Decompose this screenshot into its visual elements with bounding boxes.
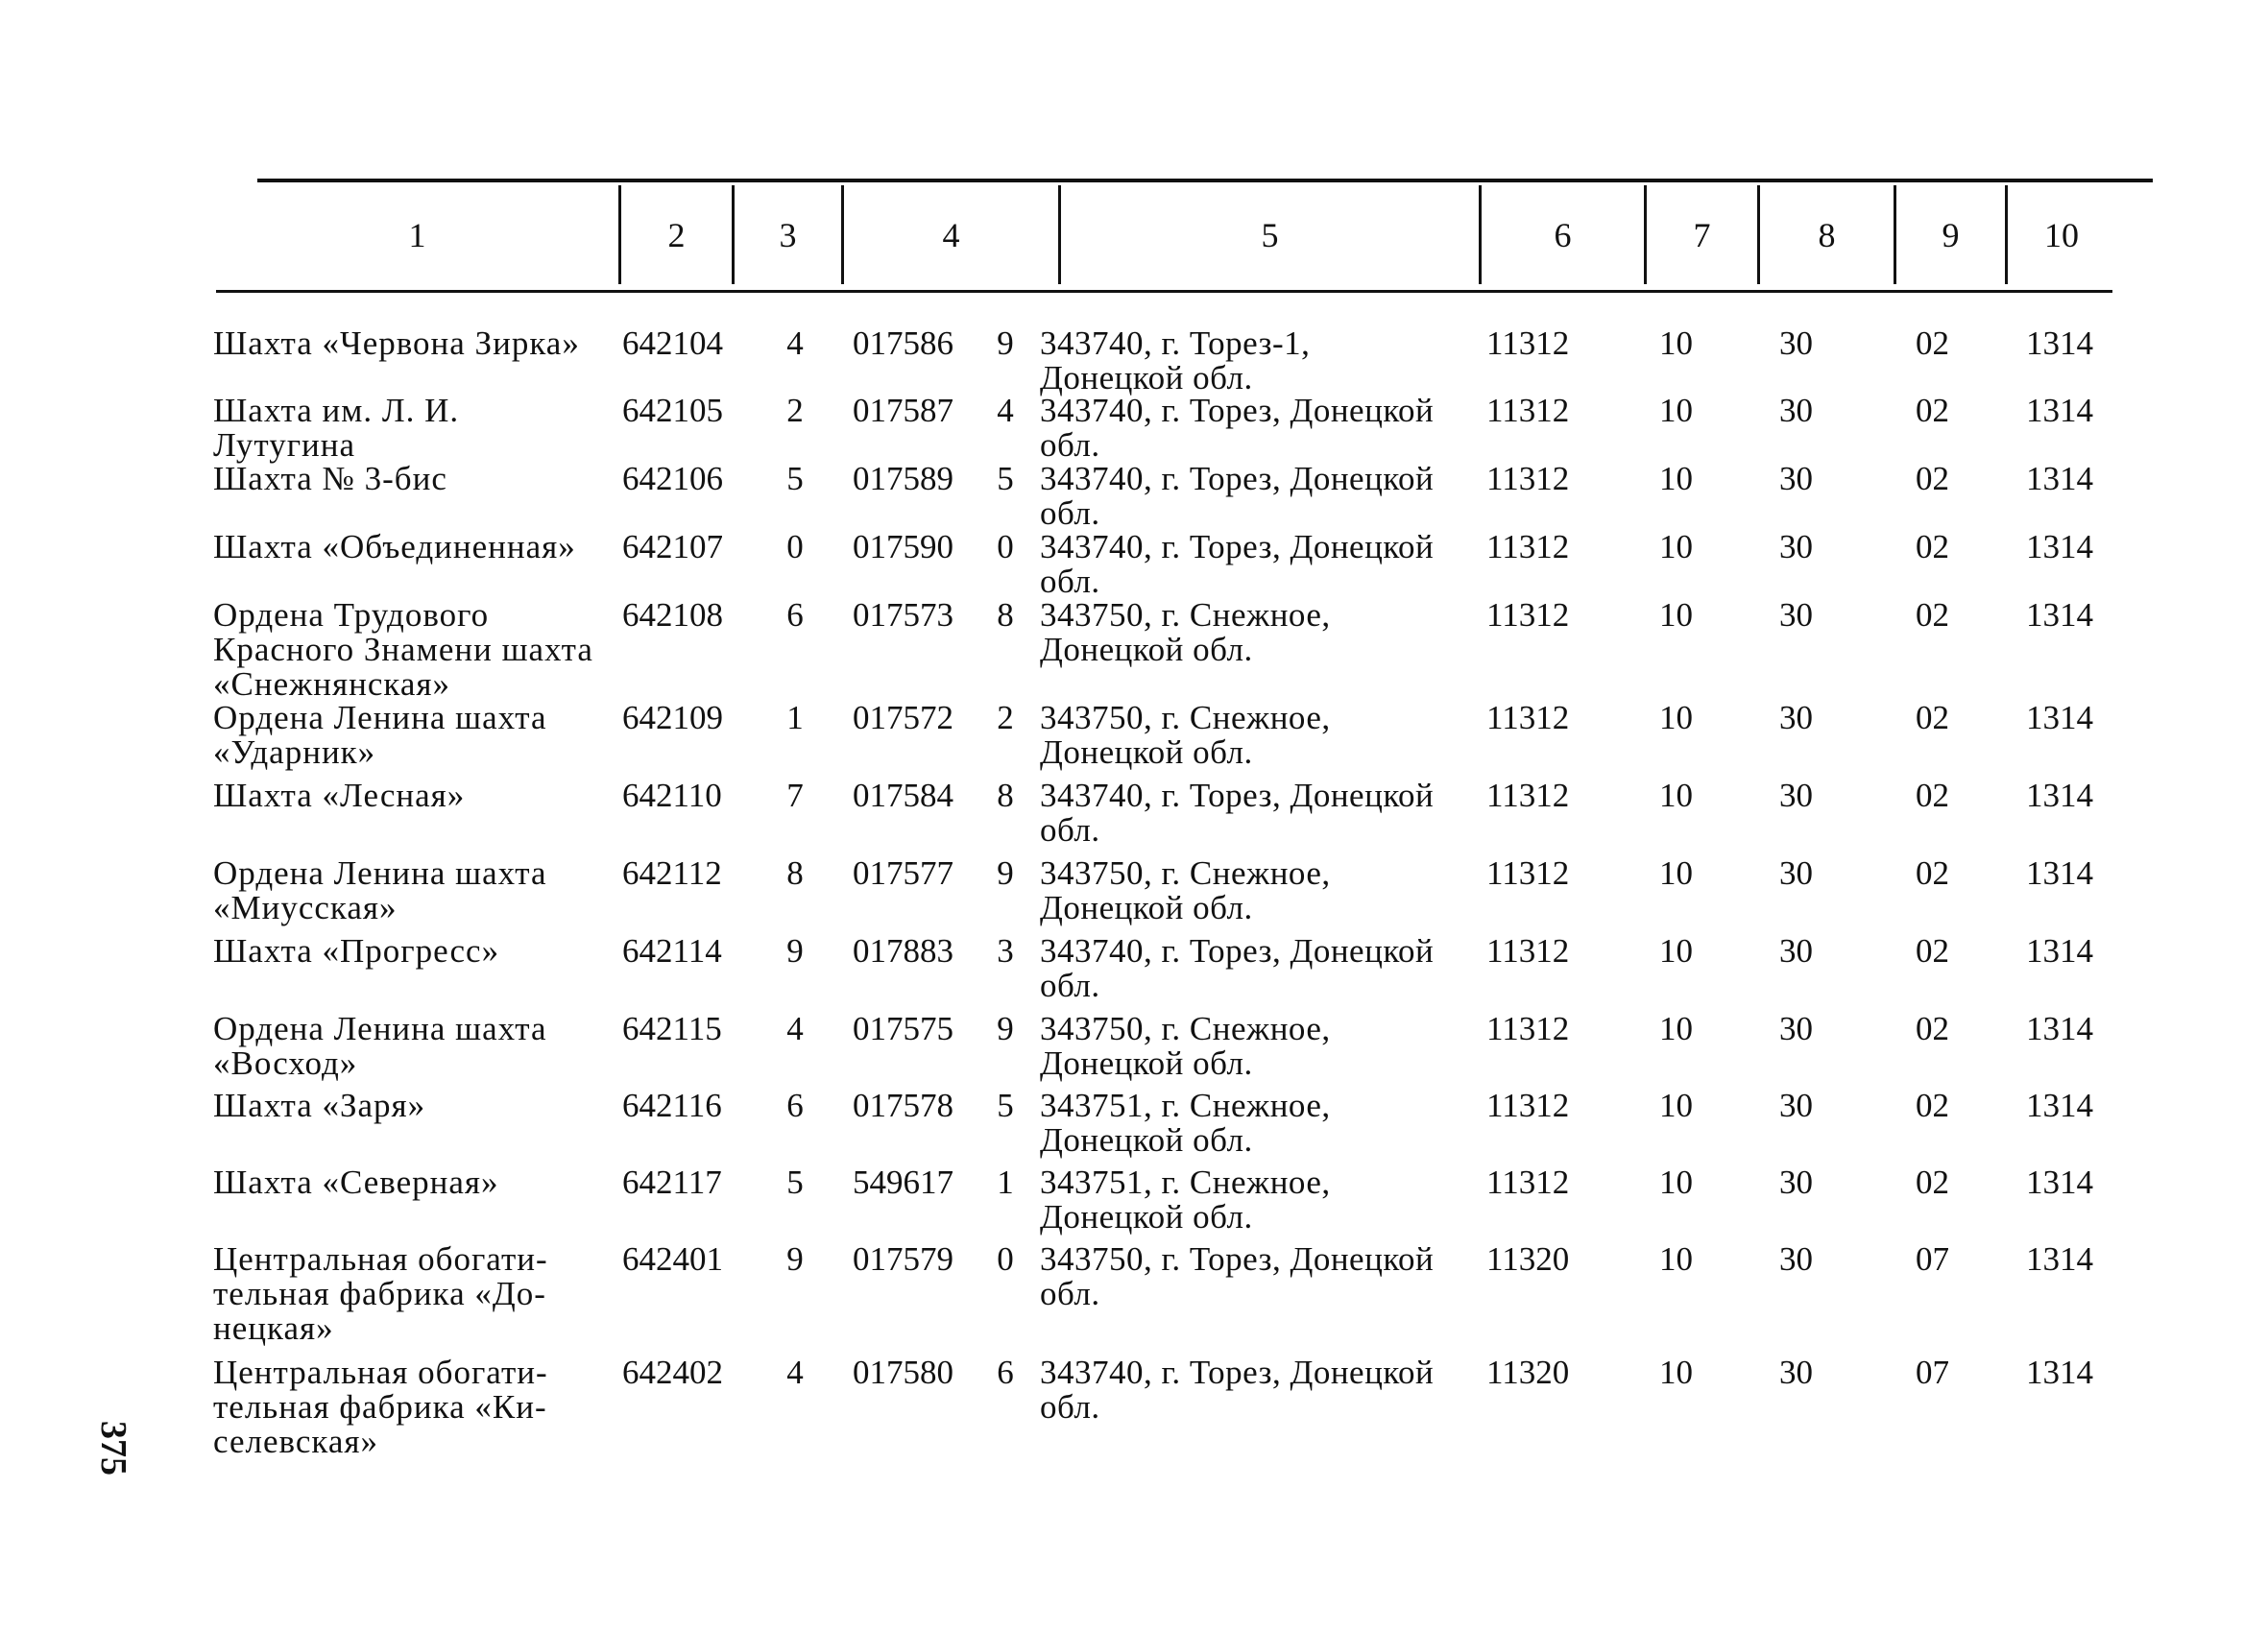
col8-value: 30 — [1779, 932, 1813, 970]
col9-value: 02 — [1916, 1010, 1949, 1047]
col4-code: 017579 — [853, 1240, 953, 1278]
col3-value: 5 — [786, 460, 804, 497]
col5-address: 343740, г. Торез, Донецкой обл. — [1040, 392, 1435, 464]
col6-value: 11312 — [1486, 392, 1570, 429]
col4-code: 017572 — [853, 699, 953, 736]
col7-value: 10 — [1659, 324, 1693, 362]
col2-value: 642402 — [622, 1354, 723, 1391]
col6-value: 11320 — [1486, 1240, 1570, 1278]
row-name: Центральная обогатительная фабрика «Киселевская» — [213, 1354, 547, 1460]
row-name: Шахта «Прогресс» — [213, 932, 500, 970]
col2-value: 642110 — [622, 777, 722, 814]
row-name: Шахта «Червона Зирка» — [213, 324, 580, 362]
col2-value: 642107 — [622, 528, 723, 565]
col10-value: 1314 — [2026, 392, 2093, 429]
col4-code: 549617 — [853, 1164, 953, 1201]
col8-value: 30 — [1779, 596, 1813, 634]
col2-value: 642114 — [622, 932, 722, 970]
col2-value: 642104 — [622, 324, 723, 362]
col9-value: 02 — [1916, 392, 1949, 429]
col6-value: 11320 — [1486, 1354, 1570, 1391]
col2-value: 642401 — [622, 1240, 723, 1278]
col6-value: 11312 — [1486, 1010, 1570, 1047]
col4-code: 017573 — [853, 596, 953, 634]
row-name: Ордена Ленина шахта «Восход» — [213, 1010, 547, 1082]
col9-value: 02 — [1916, 777, 1949, 814]
table-top-rule — [257, 179, 2153, 182]
col4-check-digit: 3 — [997, 932, 1014, 970]
col4-code: 017577 — [853, 854, 953, 892]
column-header: 10 — [2044, 216, 2079, 254]
row-name: Шахта № 3-бис — [213, 460, 447, 497]
col5-address: 343750, г. Снежное, Донецкой обл. — [1040, 1010, 1331, 1082]
column-header: 8 — [1818, 216, 1836, 254]
col5-address: 343751, г. Снежное, Донецкой обл. — [1040, 1164, 1331, 1236]
table-header-rule — [216, 290, 2112, 293]
col6-value: 11312 — [1486, 1087, 1570, 1124]
col9-value: 02 — [1916, 1164, 1949, 1201]
col7-value: 10 — [1659, 596, 1693, 634]
column-header: 5 — [1261, 216, 1279, 254]
row-name: Ордена Ленина шахта «Ударник» — [213, 699, 547, 771]
col3-value: 0 — [786, 528, 804, 565]
col3-value: 4 — [786, 1354, 804, 1391]
col4-check-digit: 8 — [997, 596, 1014, 634]
col10-value: 1314 — [2026, 699, 2093, 736]
col7-value: 10 — [1659, 1164, 1693, 1201]
col3-value: 6 — [786, 596, 804, 634]
col9-value: 02 — [1916, 460, 1949, 497]
col2-value: 642108 — [622, 596, 723, 634]
col8-value: 30 — [1779, 699, 1813, 736]
column-header: 3 — [779, 216, 797, 254]
col7-value: 10 — [1659, 528, 1693, 565]
col4-code: 017883 — [853, 932, 953, 970]
col8-value: 30 — [1779, 324, 1813, 362]
col4-check-digit: 2 — [997, 699, 1014, 736]
col7-value: 10 — [1659, 392, 1693, 429]
table-row — [0, 1356, 2268, 1461]
col6-value: 11312 — [1486, 854, 1570, 892]
table-row — [0, 530, 2268, 598]
col7-value: 10 — [1659, 460, 1693, 497]
table-row — [0, 326, 2268, 394]
col8-value: 30 — [1779, 1010, 1813, 1047]
col5-address: 343750, г. Торез, Донецкой обл. — [1040, 1240, 1435, 1312]
col4-check-digit: 8 — [997, 777, 1014, 814]
col8-value: 30 — [1779, 1354, 1813, 1391]
col10-value: 1314 — [2026, 460, 2093, 497]
col8-value: 30 — [1779, 392, 1813, 429]
col5-address: 343750, г. Снежное, Донецкой обл. — [1040, 854, 1331, 926]
col8-value: 30 — [1779, 460, 1813, 497]
col5-address: 343740, г. Торез, Донецкой обл. — [1040, 460, 1435, 532]
col6-value: 11312 — [1486, 528, 1570, 565]
col6-value: 11312 — [1486, 460, 1570, 497]
col4-check-digit: 9 — [997, 324, 1014, 362]
row-name: Шахта «Северная» — [213, 1164, 499, 1201]
row-name: Ордена Ленина шахта «Миусская» — [213, 854, 547, 926]
col6-value: 11312 — [1486, 932, 1570, 970]
col5-address: 343750, г. Снежное, Донецкой обл. — [1040, 699, 1331, 771]
table-row — [0, 462, 2268, 530]
col9-value: 07 — [1916, 1354, 1949, 1391]
col10-value: 1314 — [2026, 528, 2093, 565]
col9-value: 02 — [1916, 932, 1949, 970]
col9-value: 02 — [1916, 1087, 1949, 1124]
col4-code: 017586 — [853, 324, 953, 362]
col5-address: 343750, г. Снежное, Донецкой обл. — [1040, 596, 1331, 668]
col5-address: 343740, г. Торез-1, Донецкой обл. — [1040, 324, 1311, 396]
col10-value: 1314 — [2026, 932, 2093, 970]
col10-value: 1314 — [2026, 1087, 2093, 1124]
table-row — [0, 856, 2268, 934]
row-name: Центральная обогатительная фабрика «Донецкая» — [213, 1240, 547, 1347]
table-row — [0, 934, 2268, 1012]
table-row — [0, 1012, 2268, 1089]
table-row — [0, 701, 2268, 779]
col8-value: 30 — [1779, 528, 1813, 565]
col4-code: 017584 — [853, 777, 953, 814]
col3-value: 7 — [786, 777, 804, 814]
col4-code: 017578 — [853, 1087, 953, 1124]
column-header: 9 — [1942, 216, 1960, 254]
col9-value: 07 — [1916, 1240, 1949, 1278]
table-row — [0, 394, 2268, 462]
page-number: 375 — [93, 1421, 133, 1476]
col3-value: 6 — [786, 1087, 804, 1124]
col4-check-digit: 0 — [997, 528, 1014, 565]
column-header: 6 — [1554, 216, 1572, 254]
col10-value: 1314 — [2026, 324, 2093, 362]
col4-check-digit: 5 — [997, 460, 1014, 497]
col5-address: 343740, г. Торез, Донецкой обл. — [1040, 932, 1435, 1004]
col10-value: 1314 — [2026, 777, 2093, 814]
col7-value: 10 — [1659, 854, 1693, 892]
col9-value: 02 — [1916, 699, 1949, 736]
row-name: Шахта «Заря» — [213, 1087, 426, 1124]
col9-value: 02 — [1916, 324, 1949, 362]
col6-value: 11312 — [1486, 596, 1570, 634]
col3-value: 5 — [786, 1164, 804, 1201]
column-header: 1 — [408, 216, 426, 254]
col4-code: 017575 — [853, 1010, 953, 1047]
col3-value: 9 — [786, 932, 804, 970]
col3-value: 4 — [786, 1010, 804, 1047]
table-row — [0, 1242, 2268, 1356]
col3-value: 4 — [786, 324, 804, 362]
col7-value: 10 — [1659, 932, 1693, 970]
col3-value: 8 — [786, 854, 804, 892]
col7-value: 10 — [1659, 777, 1693, 814]
col9-value: 02 — [1916, 528, 1949, 565]
col6-value: 11312 — [1486, 324, 1570, 362]
col7-value: 10 — [1659, 1240, 1693, 1278]
col6-value: 11312 — [1486, 699, 1570, 736]
col2-value: 642112 — [622, 854, 722, 892]
col3-value: 9 — [786, 1240, 804, 1278]
col2-value: 642105 — [622, 392, 723, 429]
col10-value: 1314 — [2026, 1240, 2093, 1278]
col4-code: 017587 — [853, 392, 953, 429]
col5-address: 343740, г. Торез, Донецкой обл. — [1040, 1354, 1435, 1426]
col2-value: 642117 — [622, 1164, 722, 1201]
col4-code: 017580 — [853, 1354, 953, 1391]
column-header: 2 — [667, 216, 686, 254]
col5-address: 343751, г. Снежное, Донецкой обл. — [1040, 1087, 1331, 1159]
col4-check-digit: 0 — [997, 1240, 1014, 1278]
table-row — [0, 1089, 2268, 1165]
col4-code: 017589 — [853, 460, 953, 497]
col5-address: 343740, г. Торез, Донецкой обл. — [1040, 777, 1435, 849]
col7-value: 10 — [1659, 1087, 1693, 1124]
col9-value: 02 — [1916, 596, 1949, 634]
table-body — [0, 326, 2268, 1461]
col2-value: 642116 — [622, 1087, 722, 1124]
col8-value: 30 — [1779, 1087, 1813, 1124]
col9-value: 02 — [1916, 854, 1949, 892]
col4-check-digit: 9 — [997, 1010, 1014, 1047]
column-header: 4 — [942, 216, 960, 254]
col2-value: 642115 — [622, 1010, 722, 1047]
col10-value: 1314 — [2026, 1010, 2093, 1047]
col6-value: 11312 — [1486, 777, 1570, 814]
col7-value: 10 — [1659, 699, 1693, 736]
col4-check-digit: 1 — [997, 1164, 1014, 1201]
col10-value: 1314 — [2026, 596, 2093, 634]
col4-check-digit: 6 — [997, 1354, 1014, 1391]
col4-check-digit: 9 — [997, 854, 1014, 892]
col3-value: 2 — [786, 392, 804, 429]
col4-check-digit: 4 — [997, 392, 1014, 429]
col8-value: 30 — [1779, 777, 1813, 814]
col2-value: 642109 — [622, 699, 723, 736]
col10-value: 1314 — [2026, 1354, 2093, 1391]
col8-value: 30 — [1779, 854, 1813, 892]
col8-value: 30 — [1779, 1164, 1813, 1201]
row-name: Шахта «Лесная» — [213, 777, 466, 814]
table-row — [0, 779, 2268, 856]
table-row — [0, 598, 2268, 701]
col3-value: 1 — [786, 699, 804, 736]
col4-code: 017590 — [853, 528, 953, 565]
col10-value: 1314 — [2026, 854, 2093, 892]
col5-address: 343740, г. Торез, Донецкой обл. — [1040, 528, 1435, 600]
table-row — [0, 1165, 2268, 1242]
col2-value: 642106 — [622, 460, 723, 497]
col8-value: 30 — [1779, 1240, 1813, 1278]
column-header: 7 — [1693, 216, 1711, 254]
col7-value: 10 — [1659, 1010, 1693, 1047]
row-name: Шахта им. Л. И. Лутугина — [213, 392, 460, 464]
col10-value: 1314 — [2026, 1164, 2093, 1201]
col4-check-digit: 5 — [997, 1087, 1014, 1124]
row-name: Шахта «Объединенная» — [213, 528, 576, 565]
col6-value: 11312 — [1486, 1164, 1570, 1201]
row-name: Ордена Трудового Красного Знамени шахта «Снежнянская» — [213, 596, 593, 703]
col7-value: 10 — [1659, 1354, 1693, 1391]
